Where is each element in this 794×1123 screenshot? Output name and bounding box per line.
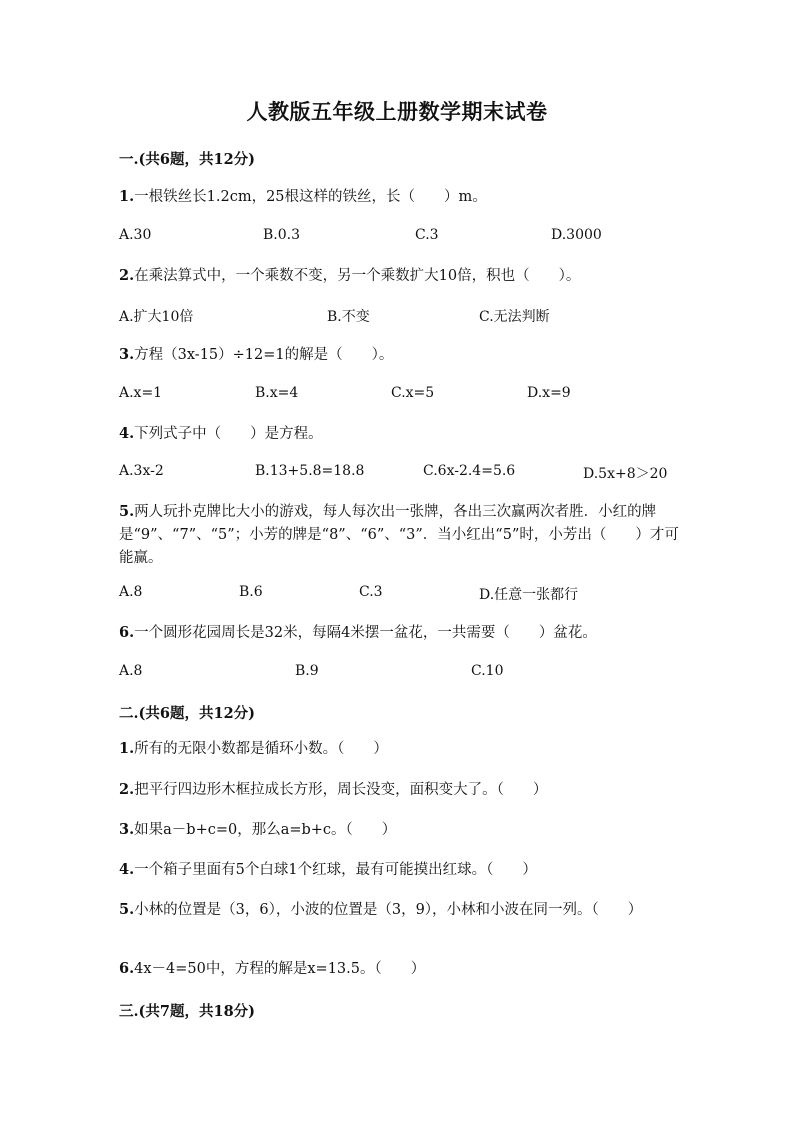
option-a: A.3x-2 [119,463,164,479]
section-heading-2: 二.(共6题，共12分) [119,705,256,722]
question-2-6 [119,957,679,981]
option-c: C.6x-2.4=5.6 [423,463,516,479]
option-b: B.不变 [327,309,370,325]
option-c: C.10 [471,663,504,679]
question-1-5 [119,500,679,570]
option-b: B.0.3 [263,227,301,243]
question-text: 方程（3x-15）÷12=1的解是（ ）。 [134,347,394,363]
question-text: 所有的无限小数都是循环小数。（ ） [134,741,388,757]
option-c: C.3 [415,227,439,243]
option-c: C.无法判断 [479,309,550,325]
question-2-1 [119,737,679,761]
question-number: 3. [119,346,135,363]
question-number: 5. [119,503,135,520]
options-1-1 [119,227,699,249]
question-1-3 [119,343,679,367]
option-c: C.3 [359,584,383,600]
option-d: D.3000 [551,227,602,243]
question-number: 1. [119,188,135,205]
question-2-3 [119,818,679,842]
section-heading-1: 一.(共6题，共12分) [119,151,256,168]
question-number: 6. [119,960,135,977]
option-a: A.扩大10倍 [119,309,194,325]
question-text: 把平行四边形木框拉成长方形，周长没变，面积变大了。（ ） [134,782,548,798]
options-1-4 [119,463,699,485]
option-b: B.6 [239,584,263,600]
options-1-6 [119,663,699,685]
option-b: B.9 [295,663,319,679]
question-text: 一根铁丝长1.2cm，25根这样的铁丝，长（ ）m。 [134,189,487,205]
question-1-2 [119,264,679,288]
options-1-5 [119,584,699,606]
option-a: A.8 [119,584,143,600]
question-text: 一个箱子里面有5个白球1个红球，最有可能摸出红球。（ ） [134,862,537,878]
question-text: 小林的位置是（3，6），小波的位置是（3，9），小林和小波在同一列。（ ） [134,902,643,918]
question-2-2 [119,778,679,802]
question-text: 4x－4=50中，方程的解是x=13.5。（ ） [134,961,426,977]
question-1-4 [119,422,679,446]
question-number: 2. [119,267,135,284]
question-text: 下列式子中（ ）是方程。 [134,426,323,442]
option-d: D.任意一张都行 [479,587,579,603]
question-text: 两人玩扑克牌比大小的游戏，每人每次出一张牌，各出三次赢两次者胜．小红的牌是“9”、“7”、“5”；小芳的牌是“8”、“6”、“3”．当小红出“5”时，小芳出（ ）才可能赢。 [119,504,679,566]
options-1-2 [119,306,699,328]
option-a: A.8 [119,663,143,679]
question-number: 2. [119,781,135,798]
question-number: 4. [119,425,135,442]
options-1-3 [119,385,699,407]
question-number: 5. [119,901,135,918]
option-a: A.x=1 [119,385,163,401]
page-title: 人教版五年级上册数学期末试卷 [246,99,548,124]
question-1-6 [119,621,679,645]
question-text: 如果a－b+c=0，那么a=b+c。（ ） [134,822,397,838]
section-heading-3: 三.(共7题，共18分) [119,1003,256,1020]
option-c: C.x=5 [391,385,435,401]
option-b: B.x=4 [255,385,299,401]
option-d: D.5x+8＞20 [583,466,668,482]
question-1-1 [119,185,679,209]
question-number: 6. [119,624,135,641]
question-2-4 [119,858,679,882]
question-text: 一个圆形花园周长是32米，每隔4米摆一盆花，一共需要（ ）盆花。 [134,625,597,641]
question-number: 1. [119,740,135,757]
question-text: 在乘法算式中，一个乘数不变，另一个乘数扩大10倍，积也（ ）。 [134,268,581,284]
question-2-5 [119,898,679,922]
question-number: 3. [119,821,135,838]
option-d: D.x=9 [527,385,571,401]
option-a: A.30 [119,227,152,243]
question-number: 4. [119,861,135,878]
option-b: B.13+5.8=18.8 [255,463,365,479]
